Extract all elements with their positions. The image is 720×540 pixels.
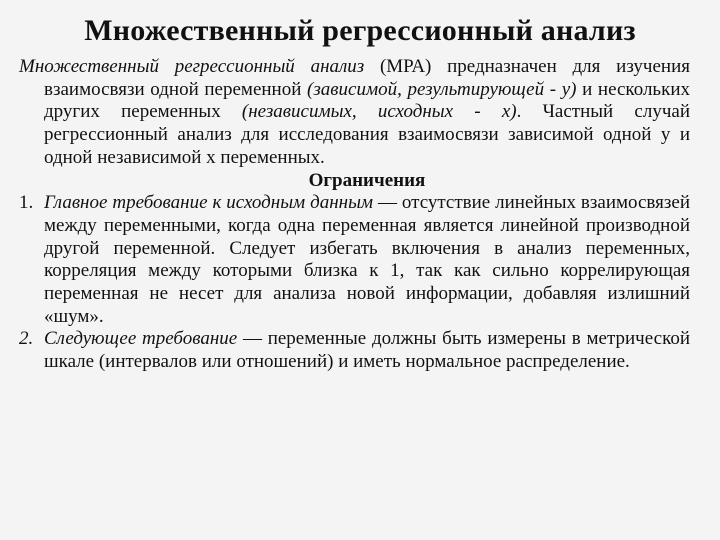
limitation-text: — отсутствие линейных взаимосвязей между переменными, когда одна переменная является линейной производной другой переменной. Следует избегать включения в анализ переменных, корреляция между которыми близка к 1, так как сильно коррелирующая переменная не несет для анализа новой информации, добавляя излишний «шум». — [44, 192, 690, 327]
slide-title: Множественный регрессионный анализ — [84, 14, 636, 47]
intro-text-3: . Частный случай регрессионный анализ для исследования взаимосвязи зависимой одной у и одной независимой х переменных. — [44, 101, 690, 168]
limitation-lead: Следующее требование — [44, 328, 238, 350]
limitation-item-2 — [19, 328, 690, 373]
intro-term: Множественный регрессионный анализ — [19, 56, 365, 77]
intro-text-2: и нескольких других переменных — [44, 78, 690, 123]
limitation-item-1 — [19, 192, 690, 328]
list-number: 1. — [19, 192, 34, 214]
limitation-text: — переменные должны быть измерены в метрической шкале (интервалов или отношений) и иметь нормальное распределение. — [44, 328, 690, 373]
intro-dependent: (зависимой, результирующей - у) — [307, 78, 577, 100]
list-number: 2. — [19, 328, 34, 350]
intro-text-1: (МРА) предназначен для изучения взаимосвязи одной переменной — [44, 56, 690, 100]
limitations-heading: Ограничения — [308, 169, 426, 191]
limitation-lead: Главное требование к исходным данным — [44, 192, 374, 214]
intro-paragraph — [19, 56, 690, 170]
slide-body — [19, 56, 690, 374]
intro-independent: (независимых, исходных - х) — [241, 101, 517, 123]
